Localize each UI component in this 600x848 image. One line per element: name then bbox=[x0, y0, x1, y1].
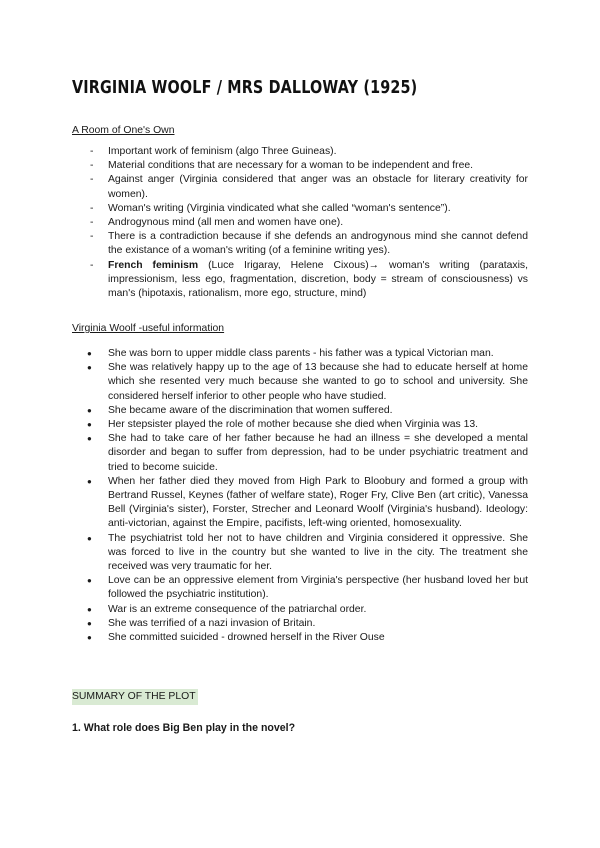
list-item: ● When her father died they moved from High Park to Bloobury and formed a group with Bertrand Russel, Keynes (father of welfare state), Roger Fry, Clive Ben (art critic), Vanessa Bell (Virginia's sister), Forster, Strecher and Leonard Woolf (Virginia's husband). Ideology: anti-victorian, against the Empire, pacifists, left-wing oriented, homosexuality. bbox=[72, 475, 528, 532]
list-item-french-feminism bbox=[72, 259, 528, 302]
list-item: ● She had to take care of her father because he had an illness = she developed a mental disorder and began to suffer from depression, had to be under psychiatric treatment and tried to become suicide. bbox=[72, 432, 528, 475]
list-item: ● The psychiatrist told her not to have children and Virginia considered it oppressive. She was forced to live in the country but she wanted to live in the city. The treatment she received was very traumatic for her. bbox=[72, 532, 528, 575]
list-item: - There is a contradiction because if she defends an androgynous mind she cannot defend the existance of a woman's writing (of a feminine writing yes). bbox=[72, 230, 528, 258]
list-item: - Important work of feminism (algo Three Guineas). bbox=[72, 145, 528, 159]
list-item: - Against anger (Virginia considered that anger was an obstacle for literary creativity for women). bbox=[72, 173, 528, 201]
list-item: - Androgynous mind (all men and women have one). bbox=[72, 216, 528, 230]
list-item: - Material conditions that are necessary for a woman to be independent and free. bbox=[72, 159, 528, 173]
summary-heading: SUMMARY OF THE PLOT bbox=[72, 689, 198, 705]
list-item: ● She was terrified of a nazi invasion of Britain. bbox=[72, 617, 528, 631]
list-item: ● She was relatively happy up to the age of 13 because she had to educate herself at home which she resented very much because she wanted to go to school and university. She considered herself inferior to other people who have studied. bbox=[72, 361, 528, 404]
list-item: ● War is an extreme consequence of the patriarchal order. bbox=[72, 603, 528, 617]
room-list bbox=[72, 145, 528, 301]
list-item: ● She was born to upper middle class parents - his father was a typical Victorian man. bbox=[72, 347, 528, 361]
document-title: VIRGINIA WOOLF / MRS DALLOWAY (1925) bbox=[72, 78, 418, 98]
french-feminism-term: French feminism bbox=[108, 259, 199, 271]
list-item: ● Love can be an oppressive element from Virginia's perspective (her husband loved her but followed the psychiatric institution). bbox=[72, 574, 528, 602]
info-list bbox=[72, 347, 528, 645]
section-heading-room: A Room of One's Own bbox=[72, 125, 175, 136]
list-item: - Woman's writing (Virginia vindicated what she called “woman's sentence”). bbox=[72, 202, 528, 216]
list-item: ● Her stepsister played the role of mother because she died when Virginia was 13. bbox=[72, 418, 528, 432]
list-item: ● She became aware of the discrimination that women suffered. bbox=[72, 404, 528, 418]
section-heading-info: Virginia Woolf -useful information bbox=[72, 323, 225, 334]
list-item: ● She committed suicided - drowned herself in the River Ouse bbox=[72, 631, 528, 645]
question-heading: 1. What role does Big Ben play in the novel? bbox=[72, 722, 296, 734]
french-feminism-text: (Luce Irigaray, Helene Cixous)→ woman's writing (parataxis, impressionism, less ego, fragmentation, discretion, body = stream of consciousness) vs man's (hipotaxis, rationalism, more ego, structure, mind) bbox=[108, 259, 528, 300]
